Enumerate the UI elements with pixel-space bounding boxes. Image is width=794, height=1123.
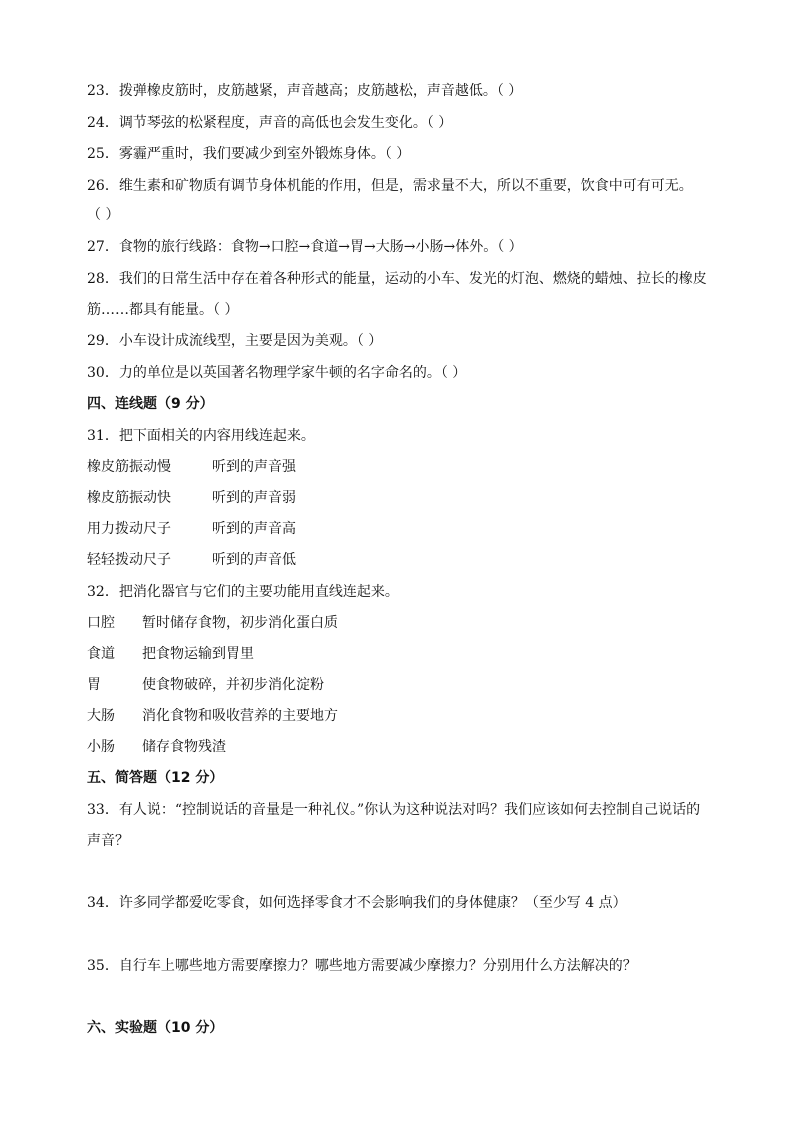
match-32-row (87, 676, 324, 694)
question-26-line2: （ ） (87, 207, 120, 223)
match-right: 储存食物残渣 (142, 739, 226, 755)
match-left: 大肠 (87, 708, 115, 724)
question-28-line1: 28．我们的日常生活中存在着各种形式的能量，运动的小车、发光的灯泡、燃烧的蜡烛、拉长的橡皮 (87, 271, 707, 287)
match-32-row (87, 614, 338, 632)
match-right: 听到的声音低 (212, 552, 296, 568)
section-6-heading: 六、实验题（10 分） (87, 1020, 224, 1036)
match-32-row (87, 738, 226, 756)
match-right: 听到的声音弱 (212, 490, 296, 506)
match-right: 暂时储存食物，初步消化蛋白质 (142, 615, 338, 631)
match-32-row (87, 645, 254, 663)
match-31-row (87, 551, 296, 569)
match-right: 把食物运输到胃里 (142, 646, 254, 662)
question-27: 27．食物的旅行线路：食物→口腔→食道→胃→大肠→小肠→体外。（ ） (87, 239, 523, 255)
question-28-line2: 筋……都具有能量。（ ） (87, 302, 239, 318)
match-left: 轻轻拨动尺子 (87, 552, 171, 568)
match-left: 口腔 (87, 615, 115, 631)
match-left: 橡皮筋振动快 (87, 490, 171, 506)
match-31-row (87, 489, 296, 507)
match-left: 胃 (87, 677, 101, 693)
question-29: 29．小车设计成流线型，主要是因为美观。（ ） (87, 333, 383, 349)
question-31: 31．把下面相关的内容用线连起来。 (87, 428, 315, 444)
match-31-row (87, 520, 296, 538)
question-32: 32．把消化器官与它们的主要功能用直线连起来。 (87, 584, 399, 600)
question-26-line1: 26．维生素和矿物质有调节身体机能的作用，但是，需求量不大，所以不重要，饮食中可有可无。 (87, 178, 693, 194)
question-35: 35．自行车上哪些地方需要摩擦力？哪些地方需要减少摩擦力？分别用什么方法解决的？ (87, 958, 637, 974)
question-34: 34．许多同学都爱吃零食，如何选择零食才不会影响我们的身体健康？（至少写 4 点） (87, 895, 627, 911)
match-right: 听到的声音强 (212, 459, 296, 475)
question-33-line2: 声音？ (87, 833, 129, 849)
question-30: 30．力的单位是以英国著名物理学家牛顿的名字命名的。（ ） (87, 365, 467, 381)
match-left: 橡皮筋振动慢 (87, 459, 171, 475)
question-24: 24．调节琴弦的松紧程度，声音的高低也会发生变化。（ ） (87, 115, 453, 131)
question-33-line1: 33．有人说：“控制说话的音量是一种礼仪。”你认为这种说法对吗？我们应该如何去控制自己说话的 (87, 802, 701, 818)
question-25: 25．雾霾严重时，我们要减少到室外锻炼身体。（ ） (87, 146, 411, 162)
match-left: 用力拨动尺子 (87, 521, 171, 537)
match-right: 听到的声音高 (212, 521, 296, 537)
match-left: 食道 (87, 646, 115, 662)
match-right: 消化食物和吸收营养的主要地方 (142, 708, 338, 724)
match-32-row (87, 707, 338, 725)
match-left: 小肠 (87, 739, 115, 755)
section-5-heading: 五、简答题（12 分） (87, 770, 224, 786)
section-4-heading: 四、连线题（9 分） (87, 396, 214, 412)
match-31-row (87, 458, 296, 476)
question-23: 23．拨弹橡皮筋时，皮筋越紧，声音越高；皮筋越松，声音越低。（ ） (87, 83, 523, 99)
match-right: 使食物破碎，并初步消化淀粉 (142, 677, 324, 693)
